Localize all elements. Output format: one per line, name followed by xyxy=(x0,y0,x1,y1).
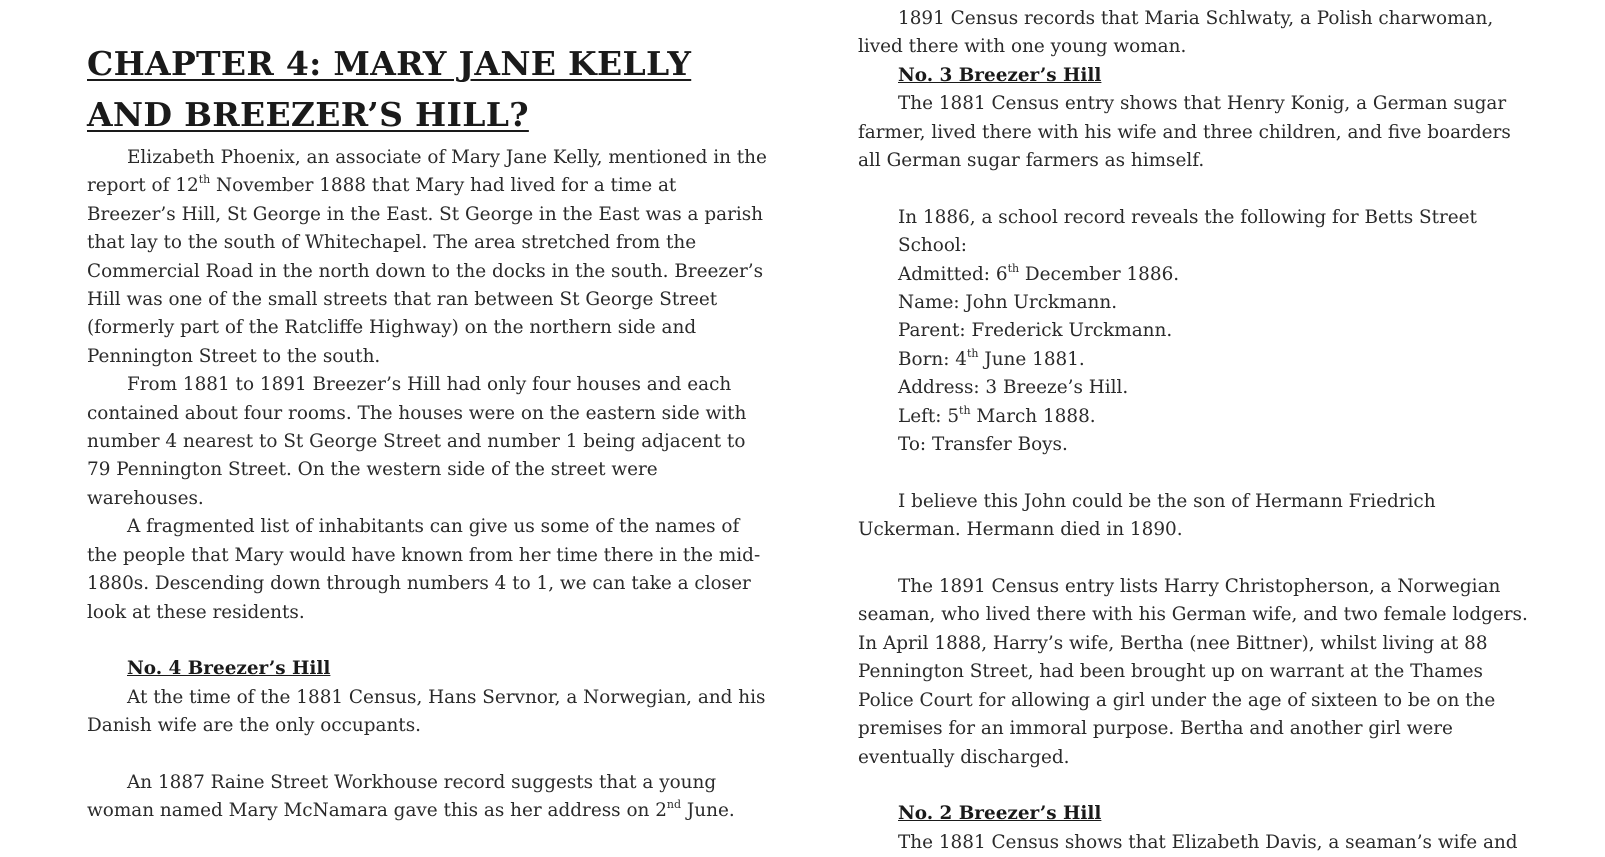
paragraph-mary-mcnamara xyxy=(87,769,767,826)
record-name: Name: John Urckmann. xyxy=(898,292,1118,314)
paragraph-elizabeth-phoenix xyxy=(87,144,767,371)
paragraph-henry-konig: The 1881 Census entry shows that Henry Konig, a German sugar farmer, lived there with his wife and three children, and five boarders all German sugar farmers as himself. xyxy=(858,93,1511,172)
paragraph-fragmented-list: A fragmented list of inhabitants can give us some of the names of the people that Mary would have known from her time there in the mid-1880s. Descending down through numbers 4 to 1, we can take a closer look at these residents. xyxy=(87,516,761,623)
left-page-column xyxy=(87,38,767,826)
heading-no-3: No. 3 Breezer’s Hill xyxy=(898,64,1102,86)
blank-line xyxy=(858,459,1538,487)
school-record-intro: In 1886, a school record reveals the following for Betts Street School: xyxy=(898,206,1477,257)
record-left xyxy=(858,403,1538,431)
paragraph-text: June. xyxy=(681,800,735,822)
chapter-title: CHAPTER 4: MARY JANE KELLY AND BREEZER’S HILL? xyxy=(87,44,692,134)
heading-no-4: No. 4 Breezer’s Hill xyxy=(127,658,331,680)
blank-line xyxy=(87,627,767,655)
paragraph-hans-servnor: At the time of the 1881 Census, Hans Servnor, a Norwegian, and his Danish wife are the only occupants. xyxy=(87,686,766,737)
paragraph-text: November 1888 that Mary had lived for a time at Breezer’s Hill, St George in the East. St George in the East was a parish that lay to the south of Whitechapel. The area stretched from the Commercial Road in the north down to the docks in the south. Breezer’s Hill was one of the small streets that ran between St George Street (formerly part of the Ratcliffe Highway) on the northern side and Pennington Street to the south. xyxy=(87,175,764,367)
record-text: December 1886. xyxy=(1019,263,1180,285)
blank-line xyxy=(87,741,767,769)
right-page-column xyxy=(858,5,1538,857)
record-to: To: Transfer Boys. xyxy=(898,434,1068,456)
paragraph-maria-schlwaty: 1891 Census records that Maria Schlwaty, a Polish charwoman, lived there with one young woman. xyxy=(858,8,1494,58)
blank-line xyxy=(858,772,1538,800)
record-text: March 1888. xyxy=(970,405,1096,427)
ordinal-suffix: th xyxy=(966,346,979,360)
paragraph-four-houses: From 1881 to 1891 Breezer’s Hill had only four houses and each contained about four rooms. The houses were on the eastern side with number 4 nearest to St George Street and number 1 being adjacent to 79 Pennington Street. On the western side of the street were warehouses. xyxy=(87,374,747,509)
paragraph-harry-christopherson: The 1891 Census entry lists Harry Christopherson, a Norwegian seaman, who lived there with his German wife, and two female lodgers. In April 1888, Harry’s wife, Bertha (nee Bittner), whilst living at 88 Pennington Street, had been brought up on warrant at the Thames Police Court for allowing a girl under the age of sixteen to be on the premises for an immoral purpose. Bertha and another girl were eventually discharged. xyxy=(858,576,1528,768)
record-text: June 1881. xyxy=(978,348,1085,370)
record-admitted xyxy=(858,261,1538,289)
paragraph-elizabeth-davis: The 1881 Census shows that Elizabeth Davis, a seaman’s wife and xyxy=(898,831,1518,853)
heading-no-2: No. 2 Breezer’s Hill xyxy=(898,803,1102,825)
ordinal-suffix: th xyxy=(1007,261,1020,275)
ordinal-suffix: nd xyxy=(666,798,682,812)
record-address: Address: 3 Breeze’s Hill. xyxy=(898,377,1129,399)
blank-line xyxy=(858,545,1538,573)
paragraph-text: Elizabeth Phoenix, an associate of Mary Jane Kelly, mentioned in the report of 12 xyxy=(87,147,767,197)
blank-line xyxy=(858,175,1538,203)
record-text: Left: 5 xyxy=(898,405,960,427)
record-text: Born: 4 xyxy=(898,348,967,370)
ordinal-suffix: th xyxy=(198,173,211,187)
record-text: Admitted: 6 xyxy=(898,263,1008,285)
paragraph-john-uckerman: I believe this John could be the son of Hermann Friedrich Uckerman. Hermann died in 1890. xyxy=(858,490,1436,541)
ordinal-suffix: th xyxy=(959,403,971,417)
paragraph-text: An 1887 Raine Street Workhouse record suggests that a young woman named Mary McNamara gave this as her address on 2 xyxy=(87,771,717,822)
record-parent: Parent: Frederick Urckmann. xyxy=(898,320,1173,342)
record-born xyxy=(858,346,1538,374)
